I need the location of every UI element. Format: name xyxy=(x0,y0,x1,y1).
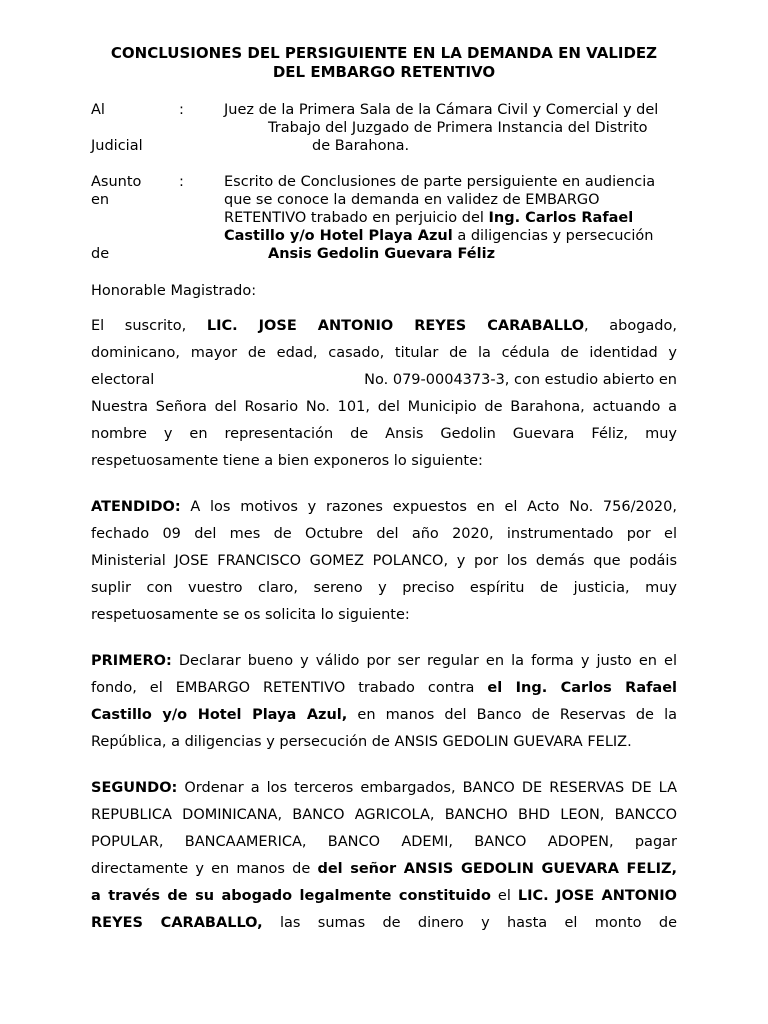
primero-line-3: Castillo y/o Hotel Playa Azul, en manos del Banco de Reservas de la xyxy=(91,707,677,723)
salutation: Honorable Magistrado: xyxy=(91,283,257,299)
al-colon: : xyxy=(179,102,184,118)
al-line-3: de Barahona. xyxy=(312,138,410,154)
asunto-line-1: Escrito de Conclusiones de parte persiguiente en audiencia xyxy=(224,174,656,190)
segundo-line-1: SEGUNDO: Ordenar a los terceros embargados, BANCO DE RESERVAS DE LA xyxy=(91,780,677,796)
al-label-continued: Judicial xyxy=(91,138,143,154)
title-line-1: CONCLUSIONES DEL PERSIGUIENTE EN LA DEMANDA EN VALIDEZ xyxy=(110,44,658,62)
intro-line-3: electoral No. 079-0004373-3, con estudio abierto en xyxy=(91,372,677,388)
primero-line-2: fondo, el EMBARGO RETENTIVO trabado contra el Ing. Carlos Rafael xyxy=(91,680,677,696)
intro-line-1: El suscrito, LIC. JOSE ANTONIO REYES CARABALLO, abogado, xyxy=(91,318,677,334)
atendido-line-1: ATENDIDO: A los motivos y razones expuestos en el Acto No. 756/2020, xyxy=(91,499,677,515)
intro-line-5: nombre y en representación de Ansis Gedolin Guevara Féliz, muy xyxy=(91,426,677,442)
asunto-label-en: en xyxy=(91,192,110,208)
segundo-line-4: directamente y en manos de del señor ANSIS GEDOLIN GUEVARA FELIZ, xyxy=(91,861,677,877)
asunto-line-4: Castillo y/o Hotel Playa Azul a diligencias y persecución xyxy=(224,228,654,244)
intro-line-2: dominicano, mayor de edad, casado, titular de la cédula de identidad y xyxy=(91,345,677,361)
atendido-line-2: fechado 09 del mes de Octubre del año 2020, instrumentado por el xyxy=(91,526,677,542)
segundo-line-5: a través de su abogado legalmente constituido el LIC. JOSE ANTONIO xyxy=(91,888,677,904)
intro-line-6: respetuosamente tiene a bien exponeros lo siguiente: xyxy=(91,453,483,469)
al-label: Al xyxy=(91,102,105,118)
segundo-line-6: REYES CARABALLO, las sumas de dinero y hasta el monto de xyxy=(91,915,677,931)
asunto-line-3: RETENTIVO trabado en perjuicio del Ing. Carlos Rafael xyxy=(224,210,634,226)
title-line-2: DEL EMBARGO RETENTIVO xyxy=(272,62,496,81)
atendido-line-4: suplir con vuestro claro, sereno y preciso espíritu de justicia, muy xyxy=(91,580,677,596)
atendido-line-5: respetuosamente se os solicita lo siguiente: xyxy=(91,607,410,623)
primero-line-4: República, a diligencias y persecución de ANSIS GEDOLIN GUEVARA FELIZ. xyxy=(91,734,632,750)
segundo-line-2: REPUBLICA DOMINICANA, BANCO AGRICOLA, BANCHO BHD LEON, BANCCO xyxy=(91,807,677,823)
al-line-1: Juez de la Primera Sala de la Cámara Civil y Comercial y del xyxy=(224,102,659,118)
asunto-line-2: que se conoce la demanda en validez de EMBARGO xyxy=(224,192,600,208)
asunto-colon: : xyxy=(179,174,184,190)
asunto-line-5: Ansis Gedolin Guevara Féliz xyxy=(268,246,496,262)
atendido-line-3: Ministerial JOSE FRANCISCO GOMEZ POLANCO, y por los demás que podáis xyxy=(91,553,677,569)
asunto-label-de: de xyxy=(91,246,110,262)
document-title xyxy=(90,44,678,81)
al-line-2: Trabajo del Juzgado de Primera Instancia del Distrito xyxy=(268,120,648,136)
intro-line-4: Nuestra Señora del Rosario No. 101, del Municipio de Barahona, actuando a xyxy=(91,399,677,415)
primero-line-1: PRIMERO: Declarar bueno y válido por ser regular en la forma y justo en el xyxy=(91,653,677,669)
asunto-label: Asunto xyxy=(91,174,142,190)
segundo-line-3: POPULAR, BANCAAMERICA, BANCO ADEMI, BANCO ADOPEN, pagar xyxy=(91,834,677,850)
